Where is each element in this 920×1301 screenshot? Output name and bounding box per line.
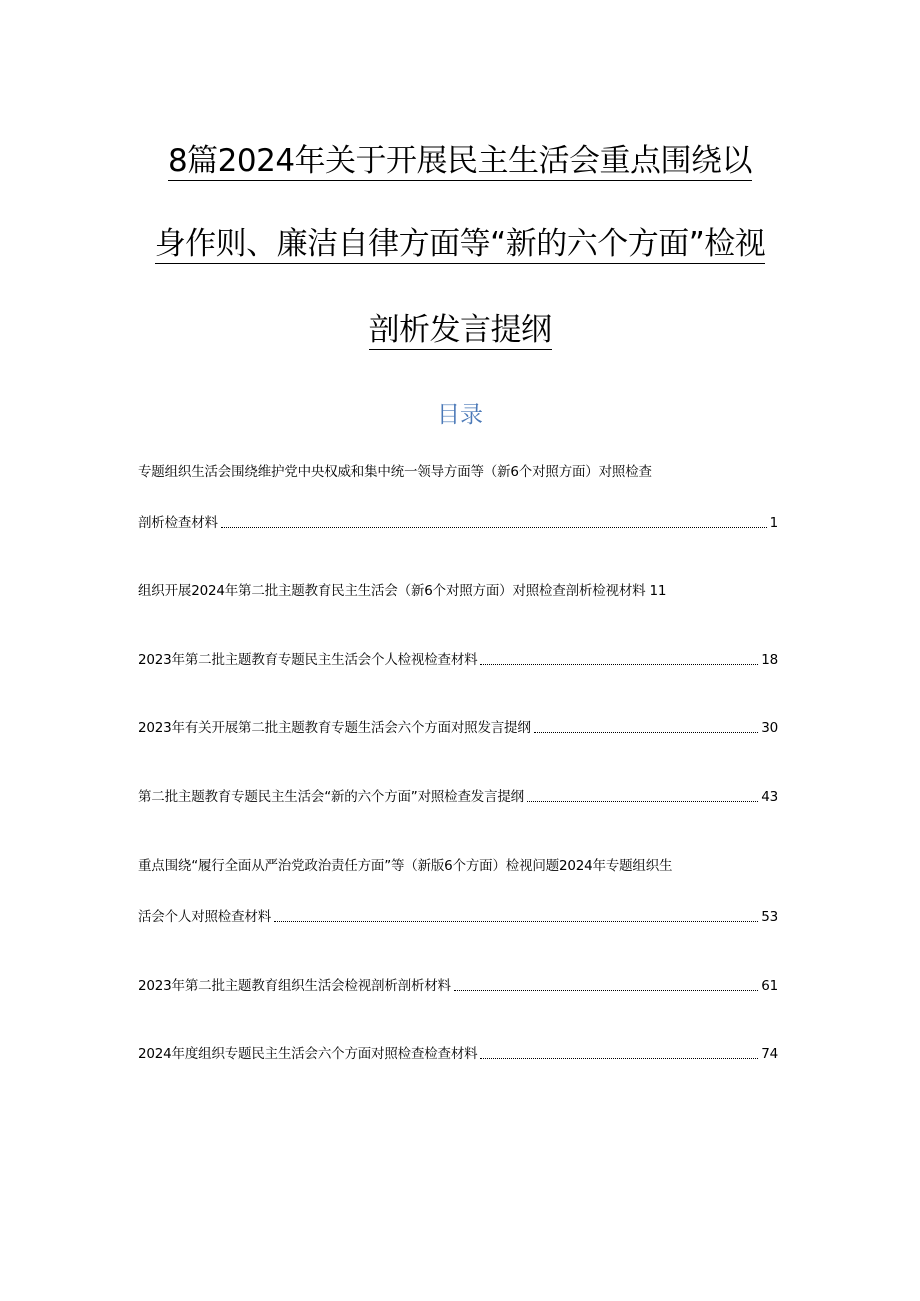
title-line-3: 剖析发言提纲 xyxy=(368,312,552,348)
toc-page-number: 11 xyxy=(649,583,667,599)
toc-page-number: 18 xyxy=(761,652,778,668)
toc-page-number: 43 xyxy=(761,789,778,805)
toc-page-number: 1 xyxy=(769,515,778,531)
toc-page-number: 30 xyxy=(761,720,778,736)
toc-heading: 目录 xyxy=(437,402,483,428)
toc-entry-1-line-2[interactable]: 剖析检查材料 1 xyxy=(138,515,778,531)
toc-entry-3[interactable]: 2023年第二批主题教育专题民主生活会个人检视检查材料 18 xyxy=(138,652,778,668)
toc-leader xyxy=(480,1057,758,1059)
toc-leader xyxy=(480,663,758,665)
toc-page-number: 61 xyxy=(761,978,778,994)
toc-leader xyxy=(534,731,759,733)
toc-entry-2[interactable]: 组织开展2024年第二批主题教育民主生活会（新6个对照方面）对照检查剖析检视材料 11 xyxy=(138,583,667,599)
toc-entry-4[interactable]: 2023年有关开展第二批主题教育专题生活会六个方面对照发言提纲 30 xyxy=(138,720,778,736)
toc-leader xyxy=(221,526,767,528)
toc-leader xyxy=(274,920,758,922)
toc-entry-6-line-2[interactable]: 活会个人对照检查材料 53 xyxy=(138,909,778,925)
title-line-1: 8篇2024年关于开展民主生活会重点围绕以 xyxy=(167,143,753,179)
toc-page-number: 53 xyxy=(761,909,778,925)
toc-entry-7[interactable]: 2023年第二批主题教育组织生活会检视剖析剖析材料 61 xyxy=(138,978,778,994)
title-line-2: 身作则、廉洁自律方面等“新的六个方面”检视 xyxy=(154,226,766,262)
toc-entry-8[interactable]: 2024年度组织专题民主生活会六个方面对照检查检查材料 74 xyxy=(138,1046,778,1062)
toc-leader xyxy=(454,989,758,991)
toc-page-number: 74 xyxy=(761,1046,778,1062)
toc-leader xyxy=(527,800,758,802)
toc-entry-5[interactable]: 第二批主题教育专题民主生活会“新的六个方面”对照检查发言提纲 43 xyxy=(138,789,778,805)
toc-entry-1-line-1[interactable]: 专题组织生活会围绕维护党中央权威和集中统一领导方面等（新6个对照方面）对照检查 xyxy=(138,464,652,480)
toc-entry-6-line-1[interactable]: 重点围绕“履行全面从严治党政治责任方面”等（新版6个方面）检视问题2024年专题组织生 xyxy=(138,858,673,874)
